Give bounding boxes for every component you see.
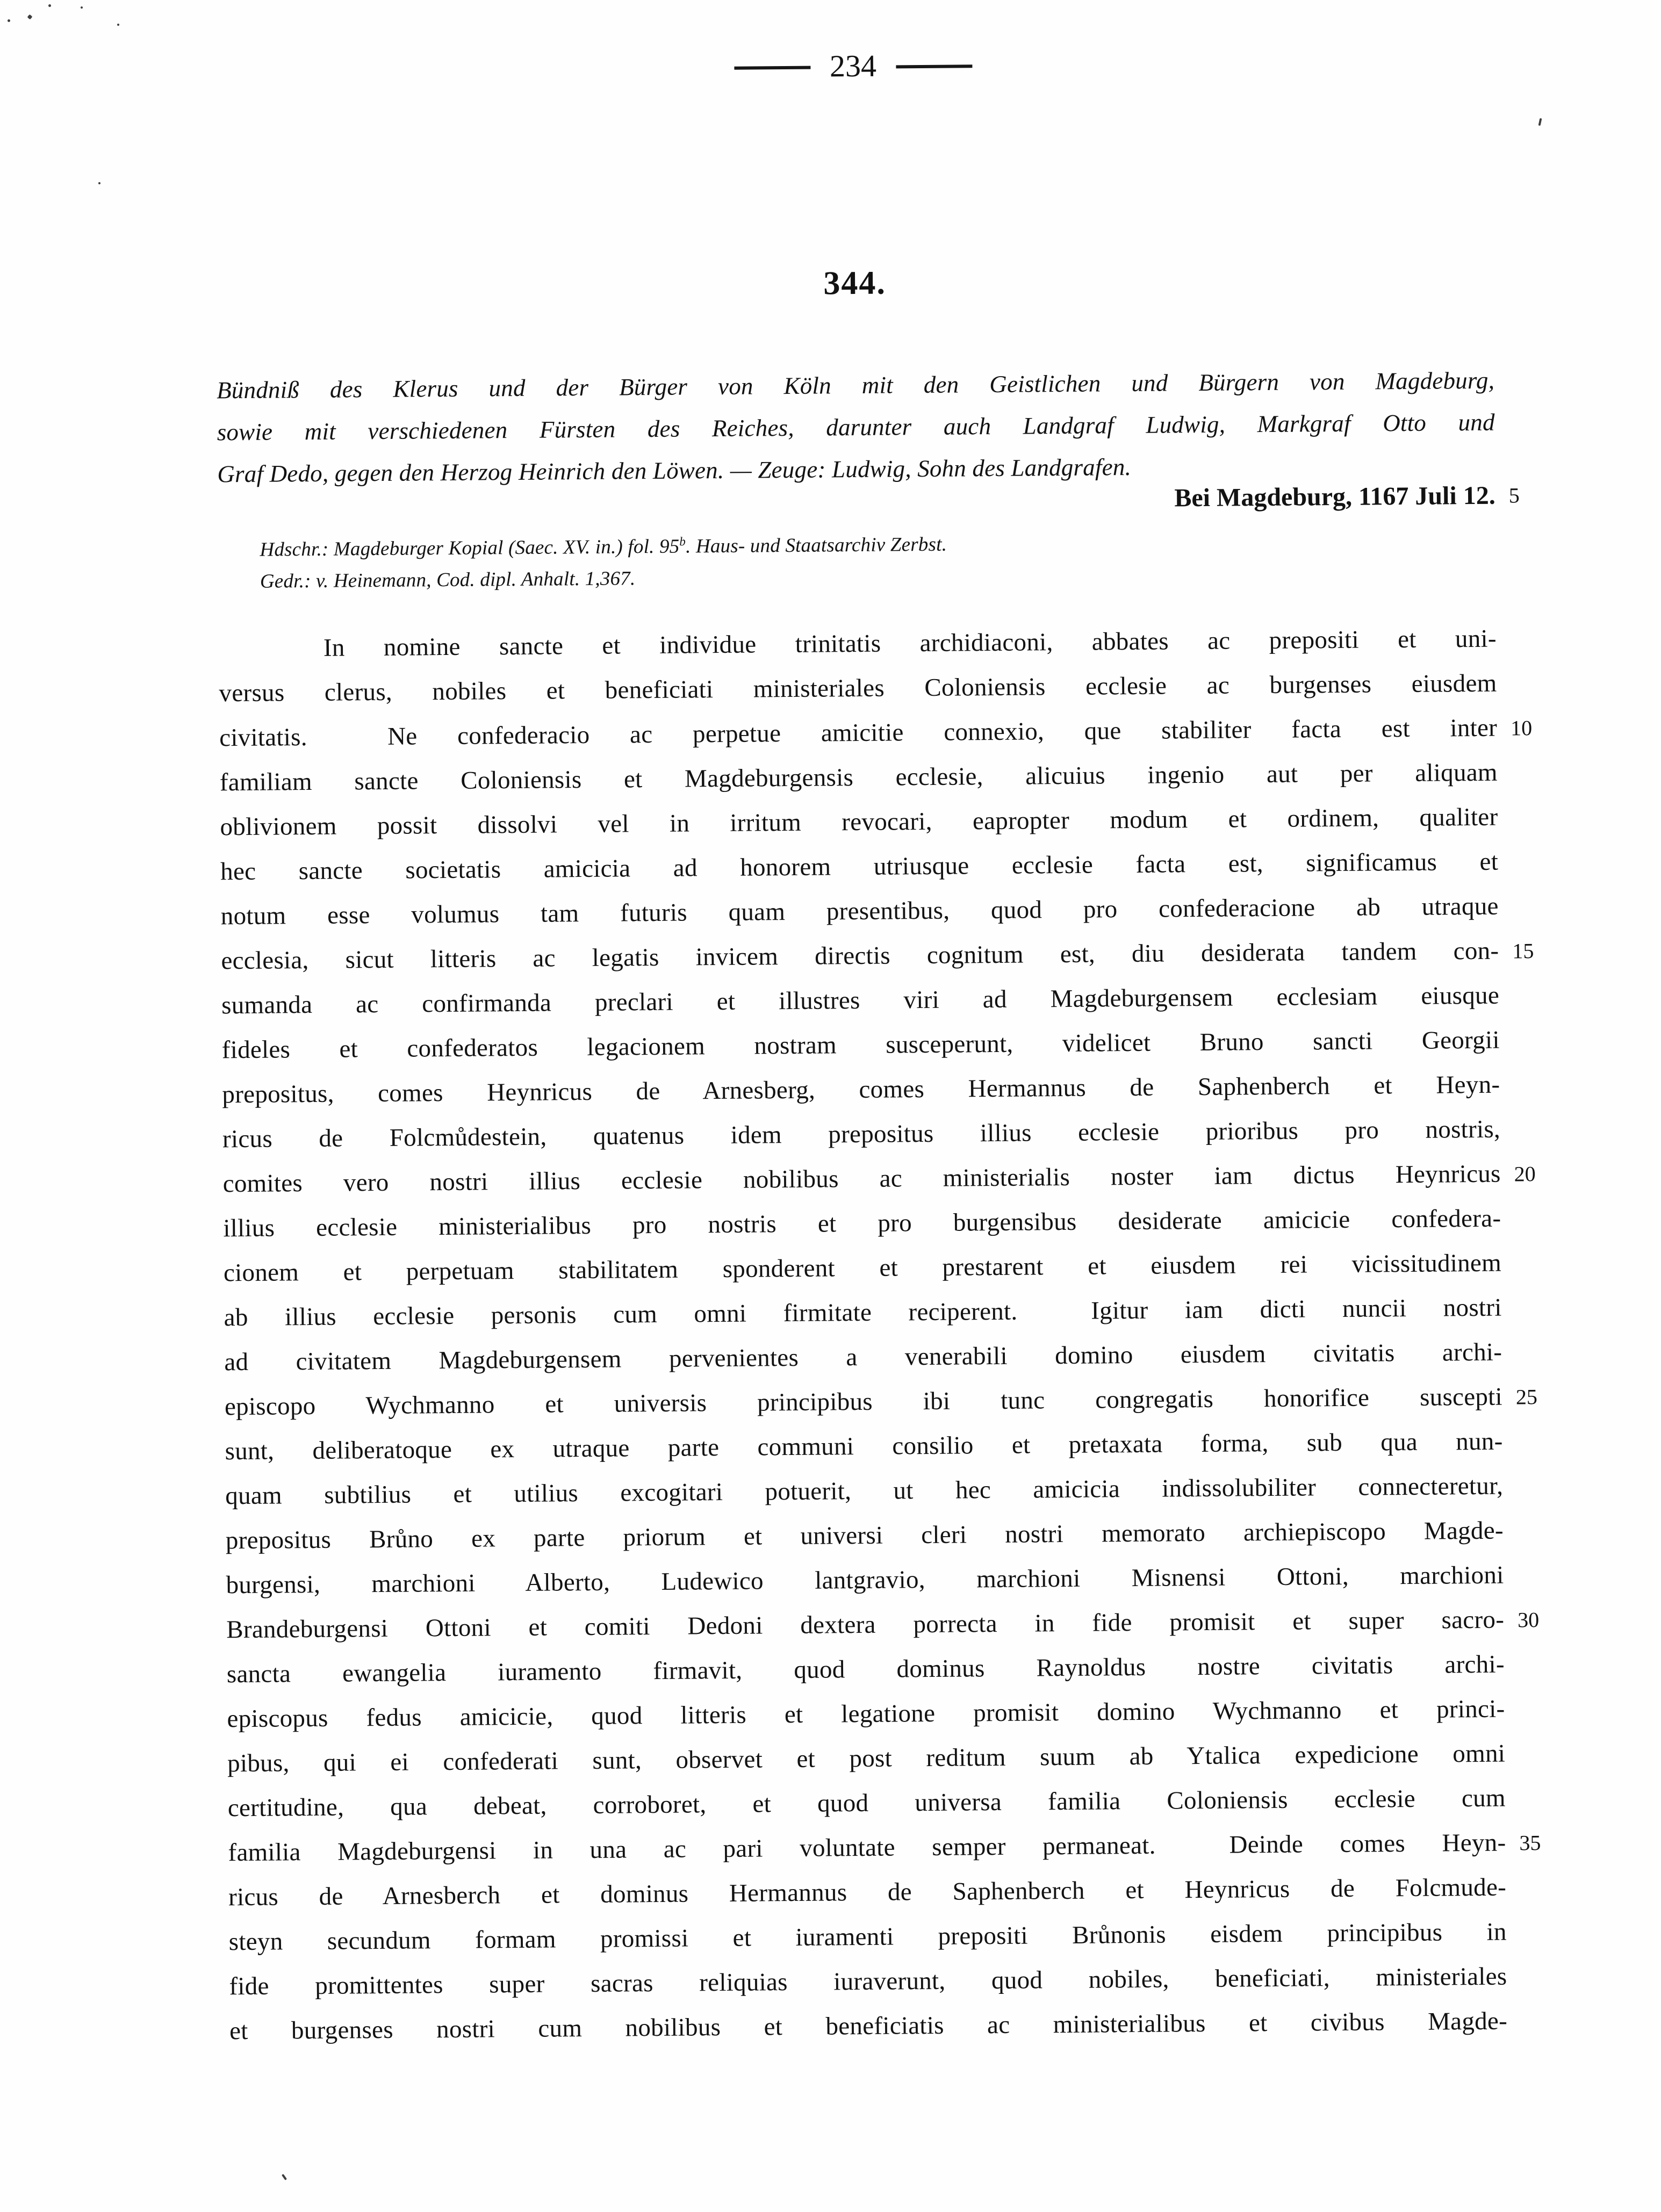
print-source-line: Gedr.: v. Heinemann, Cod. dipl. Anhalt. 1,367. (260, 567, 636, 593)
place-date-text: Bei Magdeburg, 1167 Juli 12. (1174, 481, 1495, 513)
body-line-text: hec sancte societatis amicicia ad honorem utriusque ecclesie facta est, significamus et (220, 847, 1499, 886)
body-text-line (229, 1999, 1508, 2054)
scan-speck (48, 4, 51, 7)
scan-speck (98, 182, 100, 184)
margin-line-number (1513, 1062, 1572, 1063)
body-line-text: notum esse volumus tam futuris quam presentibus, quod pro confederacione ab utraque (220, 892, 1499, 931)
margin-line-number (1515, 1285, 1574, 1286)
scan-speck (8, 19, 10, 22)
body-line-text: pibus, qui ei confederati sunt, observet et post reditum suum ab Ytalica expedicione omni (227, 1739, 1506, 1778)
body-line-text: ricus de Folcmůdestein, quatenus idem prepositus illius ecclesie prioribus pro nostris, (222, 1115, 1501, 1154)
margin-line-number: 5 (1508, 483, 1520, 508)
body-line-text: illius ecclesie ministerialibus pro nostris et pro burgensibus desiderate amicicie confedera- (223, 1204, 1501, 1243)
scan-speck (27, 15, 33, 20)
body-line-text: ab illius ecclesie personis cum omni firmitate reciperent. Igitur iam dicti nuncii nostri (224, 1293, 1502, 1332)
page-number-rule-left (734, 66, 810, 69)
body-line-text: versus clerus, nobiles et beneficiati ministeriales Coloniensis ecclesie ac burgenses eiusdem (219, 669, 1497, 708)
body-line-text: episcopo Wychmanno et universis principibus ibi tunc congregatis honorifice suscepti (224, 1382, 1503, 1421)
margin-line-number (1520, 1954, 1579, 1955)
scan-speck (1538, 118, 1542, 126)
body-line-text: comites vero nostri illius ecclesie nobilibus ac ministerialis noster iam dictus Heynricus (222, 1159, 1501, 1198)
margin-line-number (1509, 616, 1569, 617)
margin-line-number: 10 (1510, 716, 1533, 740)
margin-line-number (1512, 839, 1571, 840)
body-line-text: ad civitatem Magdeburgensem pervenientes a venerabili domino eiusdem civitatis archi- (224, 1338, 1502, 1377)
body-line-text: et burgenses nostri cum nobilibus et beneficiatis ac ministerialibus et civibus Magde- (229, 2007, 1508, 2045)
body-line-text: civitatis. Ne confederacio ac perpetue amicitie connexio, que stabiliter facta est inter (219, 714, 1498, 752)
body-line-text: In nomine sancte et individue trinitatis archidiaconi, abbates ac prepositi et uni- (323, 624, 1497, 662)
body-line-text: steyn secundum formam promissi et iuramenti prepositi Brůnonis eisdem principibus in (228, 1918, 1507, 1956)
manuscript-source-text: Hdschr.: Magdeburger Kopial (Saec. XV. in.) fol. 95 (260, 535, 680, 561)
summary-line-text: Bündniß des Klerus und der Bürger von Köln mit den Geistlichen und Bürgern von Magdeburg, (216, 366, 1495, 404)
body-line-text: fide promittentes super sacras reliquias iuraverunt, quod nobiles, beneficiati, ministeriales (229, 1962, 1507, 2001)
body-line-text: familia Magdeburgensi in una ac pari voluntate semper permaneat. Deinde comes Heyn- (228, 1828, 1506, 1867)
margin-line-number (1517, 1508, 1576, 1509)
margin-line-number: 35 (1519, 1831, 1541, 1855)
charter-summary (217, 359, 1495, 495)
body-line-text: quam subtilius et utilius excogitari potuerit, ut hec amicicia indissolubiliter connecteretur, (225, 1472, 1504, 1510)
folio-superscript: b (679, 535, 686, 549)
body-line-text: sancta ewangelia iuramento firmavit, quod dominus Raynoldus nostre civitatis archi- (226, 1650, 1505, 1689)
page-number: 234 (829, 48, 877, 84)
manuscript-source-archive: . Haus- und Staatsarchiv Zerbst. (685, 533, 947, 558)
body-line-text: sunt, deliberatoque ex utraque parte communi consilio et pretaxata forma, sub qua nun- (225, 1427, 1503, 1466)
source-notes (218, 524, 1496, 598)
scan-speck (117, 24, 119, 26)
summary-line-text: sowie mit verschiedenen Fürsten des Reiches, darunter auch Landgraf Ludwig, Markgraf Otto und (217, 408, 1495, 446)
body-line-text: cionem et perpetuam stabilitatem sponderent et prestarent et eiusdem rei vicissitudinem (223, 1249, 1502, 1287)
scan-speck (81, 6, 83, 9)
body-line-text: Brandeburgensi Ottoni et comiti Dedoni dextera porrecta in fide promisit et super sacro- (226, 1605, 1505, 1644)
page-number-row (214, 42, 1492, 90)
margin-line-number: 25 (1515, 1385, 1538, 1409)
body-line-text: burgensi, marchioni Alberto, Ludewico lantgravio, marchioni Misnensi Ottoni, marchioni (226, 1561, 1504, 1599)
margin-line-number (1519, 1731, 1578, 1732)
body-line-text: ecclesia, sicut litteris ac legatis invicem directis cognitum est, diu desiderata tandem con- (221, 936, 1499, 975)
body-line-text: prepositus, comes Heynricus de Arnesberg, comes Hermannus de Saphenberch et Heyn- (222, 1070, 1500, 1109)
charter-body-text (219, 617, 1541, 2054)
body-line-text: episcopus fedus amicicie, quod litteris et legatione promisit domino Wychmanno et princi- (227, 1695, 1505, 1733)
charter-number: 344. (823, 264, 887, 302)
margin-line-number: 30 (1517, 1608, 1540, 1632)
body-line-text: certitudine, qua debeat, corroboret, et quod universa familia Coloniensis ecclesie cum (227, 1784, 1506, 1822)
body-line-text: oblivionem possit dissolvi vel in irritum revocari, eapropter modum et ordinem, qualiter (220, 803, 1498, 841)
page-text-block (213, 0, 1541, 2212)
margin-line-number: 15 (1512, 939, 1534, 963)
body-line-text: ricus de Arnesberch et dominus Hermannus de Saphenberch et Heynricus de Folcmude- (228, 1873, 1507, 1912)
body-line-text: fideles et confederatos legacionem nostram susceperunt, videlicet Bruno sancti Georgii (221, 1026, 1500, 1064)
summary-line-text: Graf Dedo, gegen den Herzog Heinrich den Löwen. — Zeuge: Ludwig, Sohn des Landgrafen. (217, 453, 1132, 488)
margin-line-number: 20 (1514, 1162, 1536, 1186)
body-line-text: prepositus Brůno ex parte priorum et universi cleri nostri memorato archiepiscopo Magde- (225, 1516, 1504, 1555)
body-line-text: familiam sancte Coloniensis et Magdeburgensis ecclesie, alicuius ingenio aut per aliquam (219, 758, 1498, 797)
body-line-text: sumanda ac confirmanda preclari et illustres viri ad Magdeburgensem ecclesiam eiusque (221, 981, 1500, 1020)
page-number-rule-right (896, 64, 972, 68)
